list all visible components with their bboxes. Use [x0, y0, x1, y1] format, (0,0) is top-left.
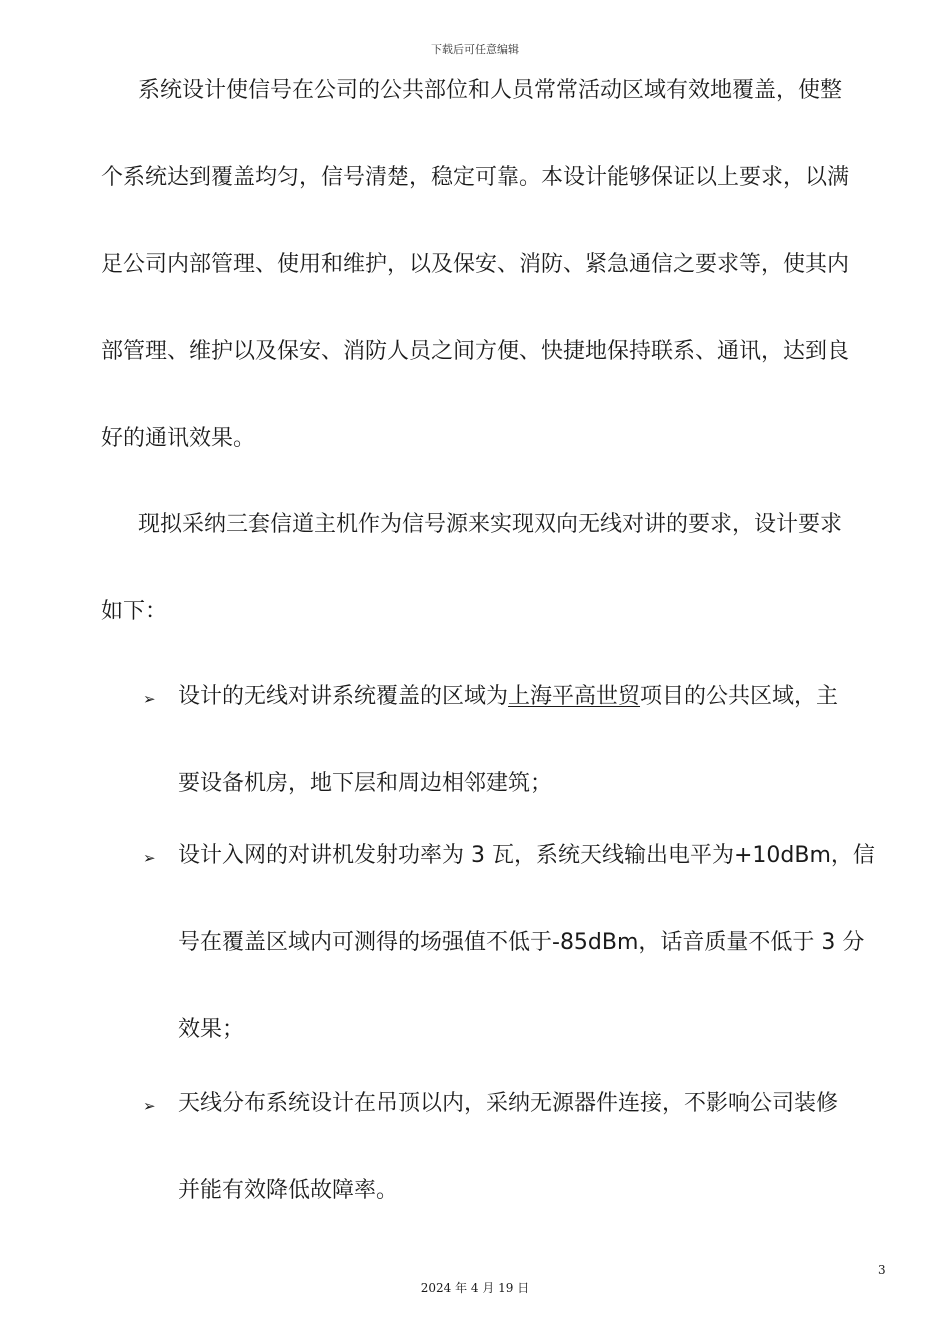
bullet-1-line-1 [178, 682, 838, 712]
bullet-1-text-before: 设计的无线对讲系统覆盖的区域为 [178, 684, 509, 709]
bullet-2-line-2: 号在覆盖区域内可测得的场强值不低于-85dBm，话音质量不低于 3 分 [178, 930, 865, 955]
paragraph-1-line-4: 部管理、维护以及保安、消防人员之间方便、快捷地保持联系、通讯，达到良 [101, 339, 850, 364]
page-number: 3 [878, 1263, 886, 1277]
paragraph-2-line-2: 如下： [101, 599, 168, 624]
paragraph-1-line-2: 个系统达到覆盖均匀，信号清楚，稳定可靠。本设计能够保证以上要求，以满 [101, 165, 850, 190]
paragraph-1-line-1: 系统设计使信号在公司的公共部位和人员常常活动区域有效地覆盖，使整 [138, 78, 843, 103]
paragraph-1-line-5: 好的通讯效果。 [101, 426, 256, 451]
bullet-3-line-1: 天线分布系统设计在吊顶以内，采纳无源器件连接，不影响公司装修 [178, 1091, 839, 1116]
paragraph-1-line-3: 足公司内部管理、使用和维护，以及保安、消防、紧急通信之要求等，使其内 [101, 252, 850, 277]
bullet-2-line-3: 效果； [178, 1017, 245, 1042]
bullet-1-project-name: 上海平高世贸 [508, 684, 641, 709]
page-footer-date: 2024 年 4 月 19 日 [420, 1281, 530, 1295]
bullet-1-text-after: 项目的公共区域，主 [640, 684, 839, 709]
bullet-2-line-1: 设计入网的对讲机发射功率为 3 瓦，系统天线输出电平为+10dBm，信 [178, 843, 875, 868]
page-header: 下载后可任意编辑 [431, 43, 519, 56]
bullet-1-line-2: 要设备机房，地下层和周边相邻建筑； [178, 771, 553, 796]
bullet-3-arrow-icon: ➢ [143, 1097, 156, 1115]
bullet-2-arrow-icon: ➢ [143, 849, 156, 867]
bullet-1-arrow-icon: ➢ [143, 690, 156, 708]
bullet-3-line-2: 并能有效降低故障率。 [178, 1178, 399, 1203]
paragraph-2-line-1: 现拟采纳三套信道主机作为信号源来实现双向无线对讲的要求，设计要求 [138, 512, 843, 537]
